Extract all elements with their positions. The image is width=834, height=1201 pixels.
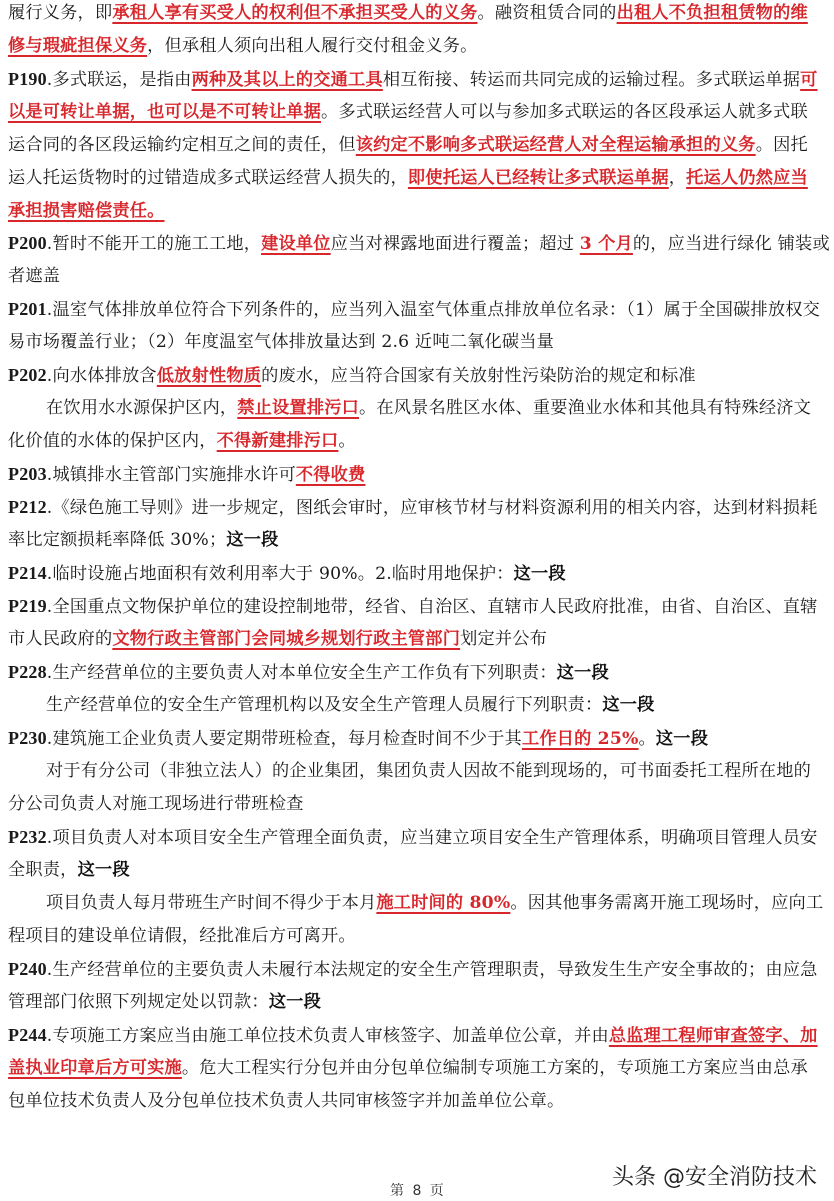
body-text: .专项施工方案应当由施工单位技术负责人审核签字、加盖单位公章，并由 [46,1026,609,1046]
page-reference: P201 [8,299,47,319]
text-line [8,826,826,849]
body-text: 。融资租赁合同的 [477,3,617,23]
body-text: .临时设施占地面积有效利用率大于 90%。2.临时用地保护： [46,564,514,584]
highlighted-text: 以是可转让单据，也可以是不可转让单据 [8,102,321,122]
highlighted-text: 文物行政主管部门会同城乡规划行政主管部门 [112,629,461,649]
text-line [8,331,826,353]
highlighted-text: 承担损害赔偿责任。 [8,201,165,221]
highlighted-text: 托运人仍然应当 [686,168,808,188]
text-line [8,2,826,24]
body-text: 相互衔接、转运而共同完成的运输过程。多式联运单据 [382,70,801,90]
text-line [8,200,826,222]
text-line [8,628,826,650]
body-text: 在饮用水水源保护区内， [46,398,238,418]
highlighted-text: 3 个月 [579,234,633,254]
page-reference: P190 [8,69,47,89]
text-line [8,430,826,452]
text-line [8,232,830,255]
text-line [8,925,826,947]
page-reference: P202 [8,365,47,385]
text-line [8,529,826,551]
highlighted-text: 可 [800,70,818,90]
body-text: 者遮盖 [8,266,61,286]
body-text: 全职责， [8,860,78,880]
body-text: .生产经营单位的主要负责人对本单位安全生产工作负有下列职责： [46,663,557,683]
page-reference: P200 [8,233,47,253]
text-line [8,1057,826,1079]
page-reference: P244 [8,1025,47,1045]
highlighted-text: 盖执业印章后方可实施 [8,1058,182,1078]
body-text: .暂时不能开工的施工工地， [46,234,262,254]
text-line [8,595,826,618]
text-line [8,859,826,881]
body-text: 运合同的各区段运输约定相互之间的责任，但 [8,135,356,155]
page-reference: P230 [8,728,47,748]
bold-text: 这一段 [268,992,321,1012]
text-line [46,694,826,716]
body-text: 管理部门依照下列规定处以罚款： [8,992,269,1012]
highlighted-text: 承租人享有买受人的权利但不承担买受人的义务 [112,3,478,23]
text-line [46,397,826,419]
body-text: .多式联运，是指由 [46,70,192,90]
page-reference: P203 [8,464,47,484]
body-text: 市人民政府的 [8,629,113,649]
text-line [8,727,826,750]
body-text: 项目负责人每月带班生产时间不得少于本月 [46,893,377,913]
body-text: 。在风景名胜区水体、重要渔业水体和其他具有特殊经济文 [358,398,812,418]
text-line [8,991,826,1013]
highlighted-text: 不得新建排污口 [216,431,339,451]
body-text: .生产经营单位的主要负责人未履行本法规定的安全生产管理职责，导致发生生产安全事故的；由应急 [46,960,818,980]
text-line [8,68,826,91]
body-text: 。多式联运经营人可以与参加多式联运的各区段承运人就多式联 [320,102,808,122]
bold-text: 这一段 [655,729,709,749]
body-text: 易市场覆盖行业；（2）年度温室气体排放量达到 2.6 近吨二氧化碳当量 [8,332,555,352]
body-text: 的废水，应当符合国家有关放射性污染防治的规定和标准 [261,366,696,386]
text-line [46,892,826,914]
text-line [8,134,826,156]
highlighted-text: 该约定不影响多式联运经营人对全程运输承担的义务 [355,135,756,155]
text-line [8,101,826,123]
text-line [8,562,826,585]
page-reference: P214 [8,563,47,583]
body-text: .向水体排放含 [46,366,157,386]
highlighted-text: 即使托运人已经转让多式联运单据 [407,168,669,188]
text-line [8,1024,826,1047]
body-text: 的，应当进行绿化 铺装或 [632,234,830,254]
page-reference: P228 [8,662,47,682]
body-text: 。 [338,431,356,451]
text-line [46,760,826,782]
body-text: 包单位技术负责人及分包单位技术负责人共同审核签字并加盖单位公章。 [8,1091,565,1111]
body-text: .项目负责人对本项目安全生产管理全面负责，应当建立项目安全生产管理体系，明确项目管理人员安 [46,828,818,848]
body-text: 。 [638,729,656,749]
body-text: .全国重点文物保护单位的建设控制地带，经省、自治区、直辖市人民政府批准，由省、自治区、直辖 [46,597,818,617]
body-text: .城镇排水主管部门实施排水许可 [46,465,296,485]
body-text: 划定并公布 [460,629,548,649]
body-text: 运人托运货物时的过错造成多式联运经营人损失的， [8,168,408,188]
highlighted-text: 出租人不负担租赁物的维 [616,3,808,23]
bold-text: 这一段 [226,530,279,550]
body-text: 。因托 [755,135,808,155]
body-text: 程项目的建设单位请假，经批准后方可离开。 [8,926,356,946]
page-reference: P240 [8,959,47,979]
body-text: 率比定额损耗率降低 30%； [8,530,227,550]
text-line [8,463,826,486]
highlighted-text: 工作日的 25% [521,729,639,749]
bold-text: 这一段 [513,564,566,584]
highlighted-text: 施工时间的 80% [376,893,511,913]
page-reference: P212 [8,497,47,517]
text-line [8,35,826,57]
body-text: .建筑施工企业负责人要定期带班检查，每月检查时间不少于其 [46,729,522,749]
text-line [8,958,826,981]
text-line [8,661,826,684]
body-text: 生产经营单位的安全生产管理机构以及安全生产管理人员履行下列职责： [46,695,603,715]
bold-text: 这一段 [77,860,130,880]
body-text: 履行义务，即 [8,3,113,23]
body-text: 化价值的水体的保护区内， [8,431,217,451]
bold-text: 这一段 [602,695,655,715]
highlighted-text: 总监理工程师审查签字、加 [608,1026,818,1046]
highlighted-text: 低放射性物质 [156,366,262,386]
body-text: .《绿色施工导则》进一步规定，图纸会审时，应审核节材与材料资源利用的相关内容，达到材料损耗 [46,498,818,518]
page-number: 第 8 页 [390,1183,446,1199]
highlighted-text: 禁止设置排污口 [237,398,359,418]
body-text: .温室气体排放单位符合下列条件的，应当列入温室气体重点排放单位名录：（1）属于全国碳排放权交 [46,300,821,320]
body-text: 分公司负责人对施工现场进行带班检查 [8,794,304,814]
text-line [8,265,826,287]
page-reference: P232 [8,827,47,847]
text-line [8,793,826,815]
text-line [8,298,826,321]
page-reference: P219 [8,596,47,616]
text-line [8,364,826,387]
body-text: 对于有分公司（非独立法人）的企业集团，集团负责人因故不能到现场的，可书面委托工程所在地的 [46,761,812,781]
body-text: 。因其他事务需离开施工现场时，应向工 [510,893,824,913]
highlighted-text: 修与瑕疵担保义务 [8,36,148,56]
text-line [8,167,826,189]
highlighted-text: 建设单位 [261,234,331,254]
body-text: ， [668,168,687,188]
watermark: 头条 @安全消防技术 [612,1165,817,1190]
bold-text: 这一段 [556,663,609,683]
highlighted-text: 不得收费 [295,465,366,485]
body-text: ，但承租人须向出租人履行交付租金义务。 [147,36,478,56]
body-text: 。危大工程实行分包并由分包单位编制专项施工方案的，专项施工方案应当由总承 [181,1058,808,1078]
body-text: 应当对裸露地面进行覆盖；超过 [330,234,580,254]
text-line [8,1090,826,1112]
text-line [8,496,826,519]
highlighted-text: 两种及其以上的交通工具 [191,70,383,90]
